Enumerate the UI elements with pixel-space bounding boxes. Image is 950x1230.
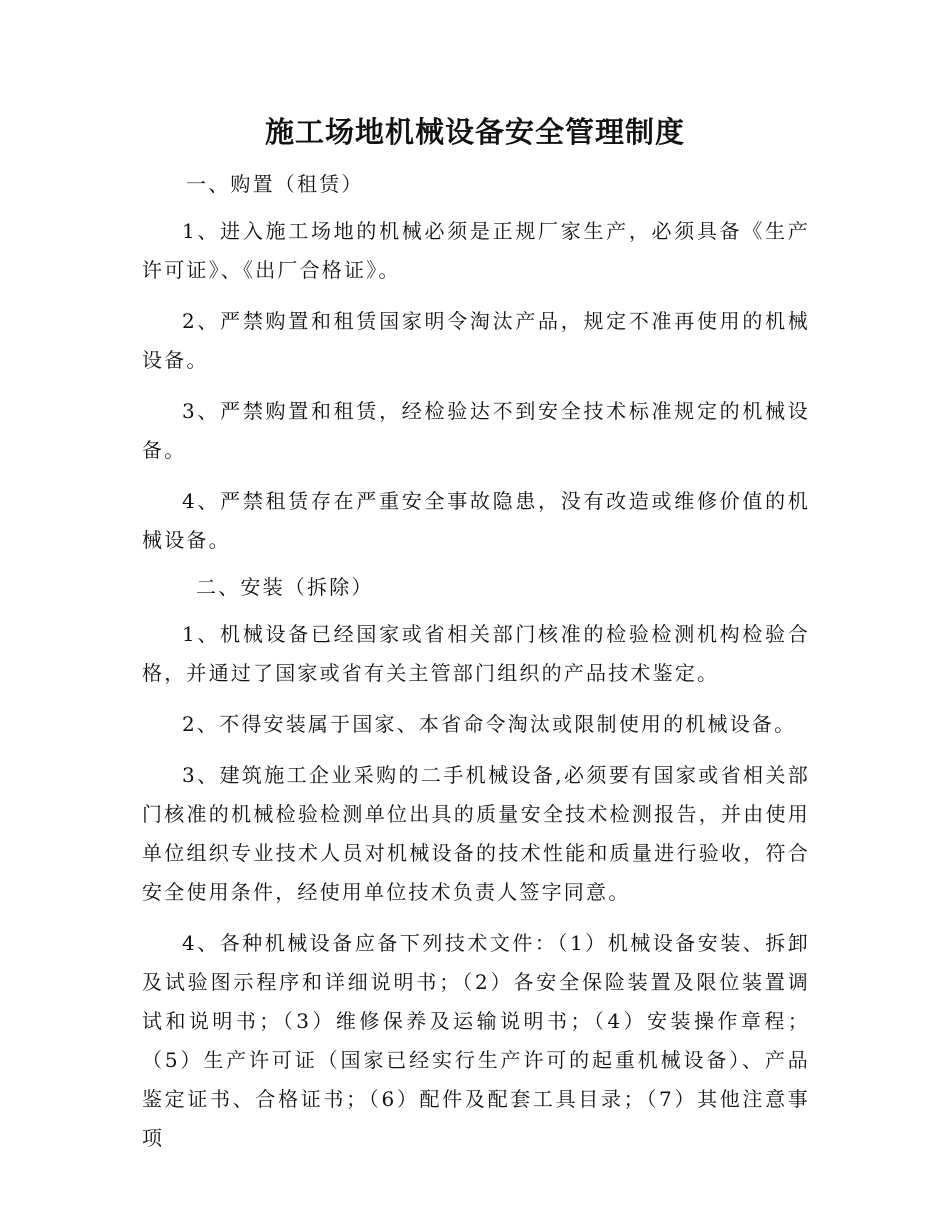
page-title: 施工场地机械设备安全管理制度 (264, 115, 685, 149)
paragraph: 2、严禁购置和租赁国家明令淘汰产品，规定不准再使用的机械设备。 (142, 309, 810, 372)
document-body (142, 165, 810, 1158)
paragraph: 1、进入施工场地的机械必须是正规厂家生产，必须具备《生产许可证》、《出厂合格证》。 (142, 219, 810, 282)
paragraph: 3、建筑施工企业采购的二手机械设备,必须要有国家或省相关部门核准的机械检验检测单位出具的质量安全技术检测报告，并由使用单位组织专业技术人员对机械设备的技术性能和质量进行验收，符合安全使用条件，经使用单位技术负责人签字同意。 (142, 763, 810, 904)
paragraph: 1、机械设备已经国家或省相关部门核准的检验检测机构检验合格，并通过了国家或省有关主管部门组织的产品技术鉴定。 (142, 622, 810, 685)
paragraph: 4、各种机械设备应备下列技术文件：（1）机械设备安装、拆卸及试验图示程序和详细说明书；（2）各安全保险装置及限位装置调试和说明书；（3）维修保养及运输说明书；（4）安装操作章程；（5）生产许可证（国家已经实行生产许可的起重机械设备）、产品鉴定证书、合格证书；（6）配件及配套工具目录；（7）其他注意事项 (142, 931, 810, 1150)
paragraph: 3、严禁购置和租赁，经检验达不到安全技术标准规定的机械设备。 (142, 399, 810, 462)
paragraph: 4、严禁租赁存在严重安全事故隐患，没有改造或维修价值的机械设备。 (142, 489, 810, 552)
section-heading-installation: 二、安装（拆除） (196, 575, 374, 599)
paragraph: 2、不得安装属于国家、本省命令淘汰或限制使用的机械设备。 (182, 712, 797, 736)
section-heading-purchase: 一、购置（租赁） (186, 172, 364, 196)
